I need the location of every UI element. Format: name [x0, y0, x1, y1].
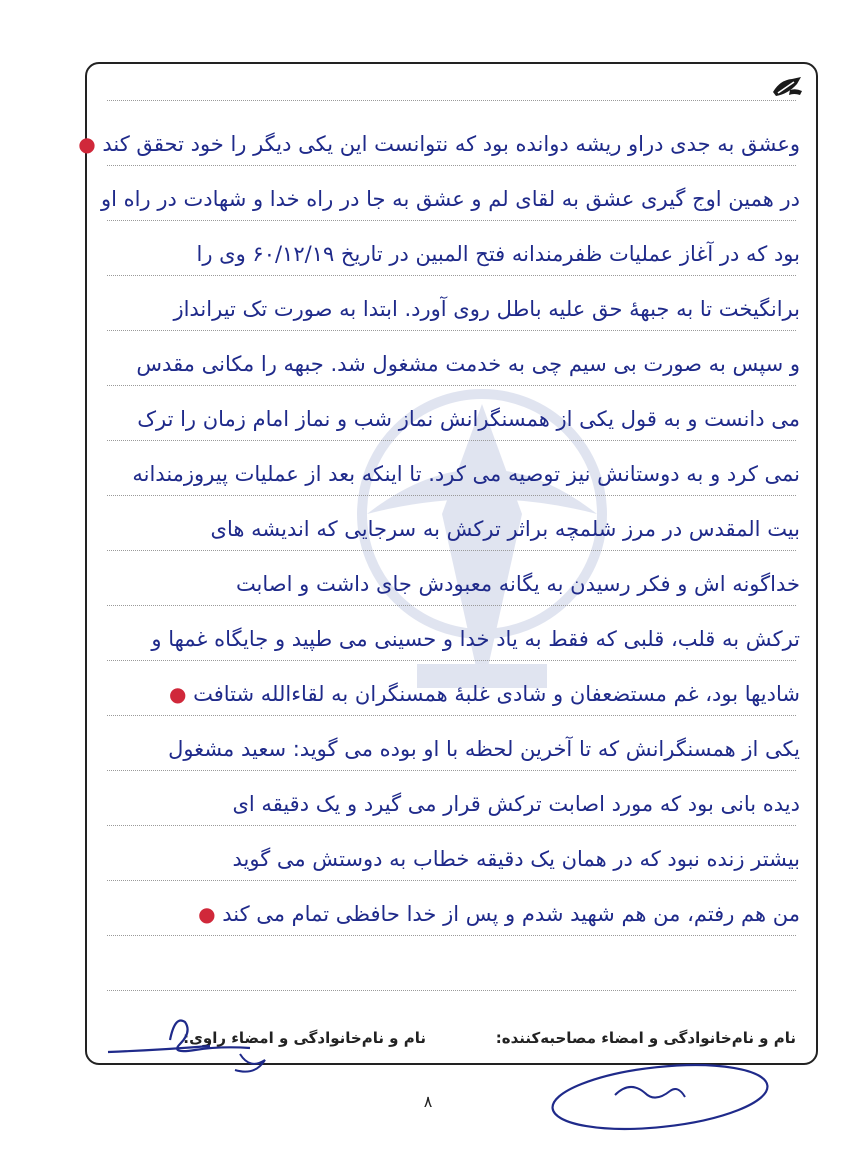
- dotted-rule: [107, 495, 796, 496]
- handwritten-line: من هم رفتم، من هم شهید شدم و پس از خدا حافظی تمام می کند ●: [198, 902, 800, 926]
- dotted-rule: [107, 880, 796, 881]
- handwritten-line: وعشق به جدی دراو ریشه دوانده بود که نتوانست این یکی دیگر را خود تحقق کند ●: [78, 132, 800, 156]
- handwritten-line: بیشتر زنده نبود که در همان یک دقیقه خطاب به دوستش می گوید: [232, 847, 800, 871]
- dotted-rule: [107, 275, 796, 276]
- pen-hand-icon: [770, 74, 804, 100]
- dotted-rule: [107, 100, 796, 101]
- handwritten-line: ترکش به قلب، قلبی که فقط به یاد خدا و حسینی می طپید و جایگاه غمها و: [151, 627, 800, 651]
- narrator-signature: [100, 1010, 280, 1080]
- dotted-rule: [107, 165, 796, 166]
- handwritten-line: برانگیخت تا به جبههٔ حق علیه باطل روی آورد. ابتدا به صورت تک تیرانداز: [173, 297, 800, 321]
- handwritten-line: می دانست و به قول یکی از همسنگرانش نماز شب و نماز امام زمان را ترک: [137, 407, 800, 431]
- form-frame: [78, 62, 818, 1065]
- handwritten-line: بود که در آغاز عملیات ظفرمندانه فتح المبین در تاریخ ۶۰/۱۲/۱۹ وی را: [196, 242, 800, 266]
- dotted-rule: [107, 440, 796, 441]
- handwritten-line: یکی از همسنگرانش که تا آخرین لحظه با او بوده می گوید: سعید مشغول: [168, 737, 800, 761]
- dotted-rule: [107, 715, 796, 716]
- end-mark: ●: [168, 682, 187, 706]
- dotted-rule: [107, 825, 796, 826]
- dotted-rule: [107, 330, 796, 331]
- end-mark: ●: [198, 902, 216, 926]
- dotted-rule: [107, 385, 796, 386]
- end-mark: ●: [78, 132, 96, 156]
- dotted-rule: [107, 770, 796, 771]
- dotted-rule: [107, 990, 796, 991]
- dotted-rule: [107, 550, 796, 551]
- interviewer-label: نام و نام‌خانوادگی و امضاء مصاحبه‌کننده:: [495, 1029, 796, 1047]
- handwritten-line: شادیها بود، غم مستضعفان و شادی غلبهٔ همسنگران به لقاءالله شتافت ●: [168, 682, 800, 706]
- dotted-rule: [107, 605, 796, 606]
- dotted-rule: [107, 220, 796, 221]
- interviewer-signature: [540, 1055, 790, 1135]
- handwritten-line: خداگونه اش و فکر رسیدن به یگانه معبودش جای داشت و اصابت: [235, 572, 800, 596]
- handwritten-line: دیده بانی بود که مورد اصابت ترکش قرار می گیرد و یک دقیقه ای: [232, 792, 800, 816]
- handwritten-line: نمی کرد و به دوستانش نیز توصیه می کرد. تا اینکه بعد از عملیات پیروزمندانه: [132, 462, 800, 486]
- narrator-label: نام و نام‌خانوادگی و امضاء راوی:: [183, 1029, 426, 1047]
- handwritten-line: و سپس به صورت بی سیم چی به خدمت مشغول شد. جبهه را مکانی مقدس: [136, 352, 800, 376]
- dotted-rule: [107, 660, 796, 661]
- page-number: ۸: [423, 1092, 433, 1111]
- handwritten-line: در همین اوج گیری عشق به لقای لم و عشق به جا در راه خدا و شهادت در راه او: [101, 187, 800, 211]
- handwritten-line: بیت المقدس در مرز شلمچه براثر ترکش به سرجایی که اندیشه های: [210, 517, 800, 541]
- dotted-rule: [107, 935, 796, 936]
